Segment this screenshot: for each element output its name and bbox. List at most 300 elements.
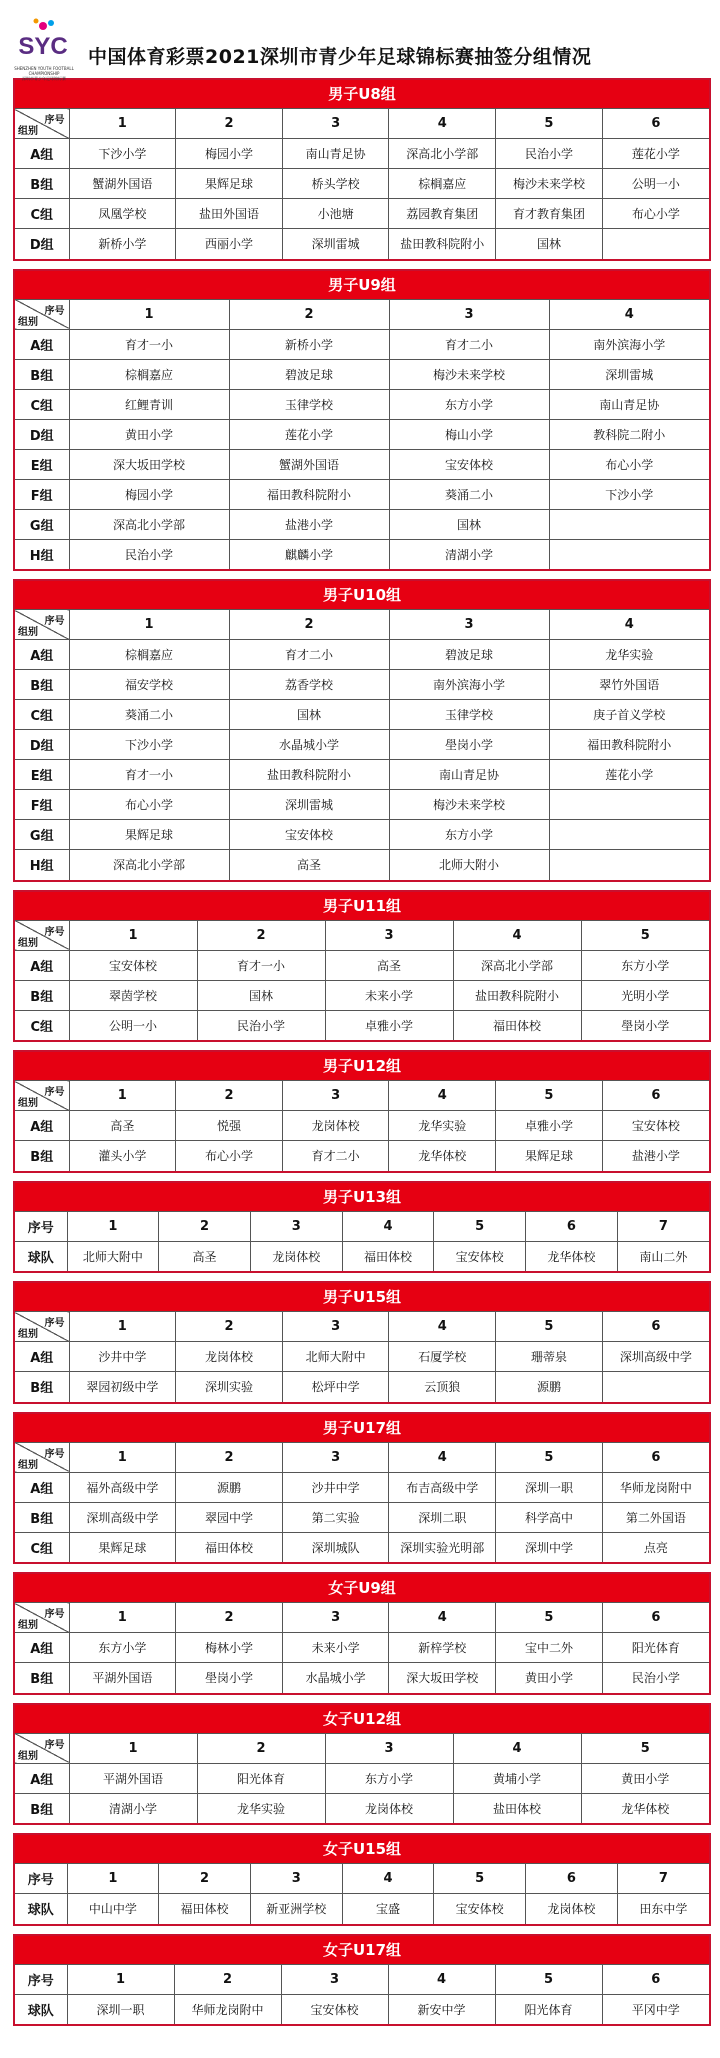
team-cell: 蟹湖外国语 <box>69 169 176 199</box>
team-cell: 清湖小学 <box>389 539 549 569</box>
team-cell: 公明一小 <box>69 1010 197 1040</box>
team-cell: 民治小学 <box>69 539 229 569</box>
team-cell: 宝安体校 <box>602 1111 709 1141</box>
team-cell: 下沙小学 <box>549 479 709 509</box>
team-cell: 珊蒂泉 <box>496 1342 603 1372</box>
team-cell: 盐港小学 <box>229 509 389 539</box>
team-cell: 源鹏 <box>496 1372 603 1402</box>
team-cell: 南外滨海小学 <box>549 329 709 359</box>
team-cell: 碧波足球 <box>389 640 549 670</box>
seq-number: 1 <box>69 1081 176 1111</box>
team-cell: 蟹湖外国语 <box>229 449 389 479</box>
seq-number: 4 <box>342 1211 434 1241</box>
team-cell: 育才二小 <box>389 329 549 359</box>
team-cell: 国林 <box>229 700 389 730</box>
seq-number: 3 <box>282 1081 389 1111</box>
team-cell: 盐田外国语 <box>176 199 283 229</box>
seq-number: 2 <box>197 920 325 950</box>
seq-number: 5 <box>496 1442 603 1472</box>
header-corner-cell <box>15 299 69 329</box>
team-cell: 龙华实验 <box>197 1793 325 1823</box>
draw-section <box>13 579 711 882</box>
draw-section <box>13 1572 711 1695</box>
team-cell: 育才二小 <box>282 1141 389 1171</box>
team-cell: 小池塘 <box>282 199 389 229</box>
group-row <box>15 1111 709 1141</box>
team-cell: 黄田小学 <box>496 1663 603 1693</box>
team-cell: 南外滨海小学 <box>389 670 549 700</box>
team-cell: 棕榈嘉应 <box>69 640 229 670</box>
team-cell: 未来小学 <box>325 980 453 1010</box>
group-name: C组 <box>15 1010 69 1040</box>
group-name: B组 <box>15 1141 69 1171</box>
seq-number: 2 <box>176 1081 283 1111</box>
group-name: E组 <box>15 449 69 479</box>
group-name: D组 <box>15 730 69 760</box>
header-row <box>15 1081 709 1111</box>
team-cell: 碧波足球 <box>229 359 389 389</box>
team-cell: 宝安体校 <box>229 820 389 850</box>
group-row <box>15 1633 709 1663</box>
team-cell: 水晶城小学 <box>282 1663 389 1693</box>
header-row <box>15 920 709 950</box>
section-title: 男子U17组 <box>15 1414 709 1442</box>
group-row <box>15 980 709 1010</box>
seq-number: 1 <box>67 1964 174 1994</box>
team-cell: 梅沙未来学校 <box>389 790 549 820</box>
group-row <box>15 1763 709 1793</box>
group-row <box>15 640 709 670</box>
team-cell: 壆岗小学 <box>176 1663 283 1693</box>
header-corner-cell <box>15 1733 69 1763</box>
team-cell: 宝盛 <box>342 1894 434 1924</box>
draw-table <box>15 108 709 259</box>
group-label: 组别 <box>18 1750 38 1762</box>
team-cell: 宝安体校 <box>389 449 549 479</box>
seq-number: 1 <box>69 109 176 139</box>
team-cell: 盐田教科院附小 <box>389 229 496 259</box>
team-cell: 新亚洲学校 <box>250 1894 342 1924</box>
team-cell: 盐田教科院附小 <box>453 980 581 1010</box>
seq-label: 序号 <box>44 115 65 126</box>
draw-section <box>13 1050 711 1173</box>
draw-table <box>15 299 709 570</box>
syc-logo <box>14 14 72 72</box>
team-cell: 北师大附中 <box>67 1241 159 1271</box>
seq-number: 2 <box>176 1312 283 1342</box>
team-cell: 平冈中学 <box>602 1994 709 2024</box>
header-corner-cell <box>15 109 69 139</box>
header-row <box>15 1964 709 1994</box>
group-row <box>15 1141 709 1171</box>
team-cell: 梅园小学 <box>176 139 283 169</box>
team-cell <box>549 509 709 539</box>
team-cell: 翠竹外国语 <box>549 670 709 700</box>
group-row <box>15 1372 709 1402</box>
team-cell: 科学高中 <box>496 1502 603 1532</box>
team-cell: 果辉足球 <box>69 820 229 850</box>
team-cell: 梅园小学 <box>69 479 229 509</box>
section-title: 男子U9组 <box>15 271 709 299</box>
team-cell: 玉律学校 <box>389 700 549 730</box>
header-corner-cell <box>15 1603 69 1633</box>
seq-number: 4 <box>549 610 709 640</box>
team-cell: 国林 <box>197 980 325 1010</box>
team-cell: 布心小学 <box>69 790 229 820</box>
team-cell: 教科院二附小 <box>549 419 709 449</box>
seq-number: 3 <box>282 1312 389 1342</box>
group-row <box>15 1793 709 1823</box>
team-cell: 悦强 <box>176 1111 283 1141</box>
team-cell: 玉律学校 <box>229 389 389 419</box>
team-cell: 荔香学校 <box>229 670 389 700</box>
header-corner-cell <box>15 610 69 640</box>
team-cell: 果辉足球 <box>69 1532 176 1562</box>
group-row <box>15 1502 709 1532</box>
group-name: C组 <box>15 700 69 730</box>
seq-number: 1 <box>69 299 229 329</box>
team-cell: 果辉足球 <box>176 169 283 199</box>
group-row <box>15 950 709 980</box>
team-cell: 国林 <box>389 509 549 539</box>
team-cell <box>549 790 709 820</box>
seq-number: 1 <box>69 1733 197 1763</box>
header-row <box>15 1312 709 1342</box>
seq-number: 6 <box>602 1312 709 1342</box>
group-row <box>15 850 709 880</box>
team-cell: 育才一小 <box>69 329 229 359</box>
group-row <box>15 139 709 169</box>
team-cell: 育才教育集团 <box>496 199 603 229</box>
header-row <box>15 299 709 329</box>
seq-label: 序号 <box>44 305 65 317</box>
header-row <box>15 610 709 640</box>
seq-label: 序号 <box>44 1609 65 1620</box>
team-cell: 东方小学 <box>581 950 709 980</box>
header-corner-cell <box>15 1312 69 1342</box>
team-cell: 布心小学 <box>549 449 709 479</box>
section-title: 男子U12组 <box>15 1052 709 1080</box>
team-cell: 东方小学 <box>389 820 549 850</box>
team-cell <box>602 1372 709 1402</box>
section-title: 男子U11组 <box>15 892 709 920</box>
group-name: A组 <box>15 640 69 670</box>
group-row <box>15 329 709 359</box>
team-row <box>15 1241 709 1271</box>
team-cell: 北师大附中 <box>282 1342 389 1372</box>
team-cell: 国林 <box>496 229 603 259</box>
team-cell: 高圣 <box>159 1241 251 1271</box>
team-cell: 宝安体校 <box>69 950 197 980</box>
team-cell: 深圳一职 <box>67 1994 174 2024</box>
team-cell: 福外高级中学 <box>69 1472 176 1502</box>
group-label: 组别 <box>18 316 38 328</box>
team-cell: 华师龙岗附中 <box>602 1472 709 1502</box>
group-row <box>15 199 709 229</box>
team-cell: 宝中二外 <box>496 1633 603 1663</box>
seq-label: 序号 <box>44 1448 65 1460</box>
team-cell: 龙岗体校 <box>526 1894 618 1924</box>
seq-number: 2 <box>159 1864 251 1894</box>
team-cell: 龙华体校 <box>389 1141 496 1171</box>
team-cell: 黄田小学 <box>69 419 229 449</box>
team-cell: 民治小学 <box>496 139 603 169</box>
team-cell: 卓雅小学 <box>496 1111 603 1141</box>
team-cell: 麒麟小学 <box>229 539 389 569</box>
team-cell: 水晶城小学 <box>229 730 389 760</box>
team-cell: 阳光体育 <box>602 1633 709 1663</box>
seq-number: 3 <box>325 1733 453 1763</box>
team-cell: 高圣 <box>229 850 389 880</box>
seq-number: 4 <box>389 1442 496 1472</box>
team-cell: 布心小学 <box>176 1141 283 1171</box>
seq-label: 序号 <box>44 616 65 627</box>
team-cell: 盐田体校 <box>453 1793 581 1823</box>
group-row <box>15 509 709 539</box>
group-row <box>15 820 709 850</box>
team-cell: 南山青足协 <box>282 139 389 169</box>
seq-number: 6 <box>602 1964 709 1994</box>
group-label: 组别 <box>18 1620 38 1631</box>
team-cell: 深圳雷城 <box>549 359 709 389</box>
draw-section <box>13 1281 711 1404</box>
seq-number: 3 <box>250 1864 342 1894</box>
team-cell: 福田教科院附小 <box>229 479 389 509</box>
team-cell: 龙岗体校 <box>325 1793 453 1823</box>
draw-table <box>15 1211 709 1272</box>
draw-table <box>15 1733 709 1824</box>
draw-section <box>13 890 711 1043</box>
team-row <box>15 1894 709 1924</box>
seq-number: 1 <box>69 610 229 640</box>
seq-number: 3 <box>389 610 549 640</box>
group-name: H组 <box>15 539 69 569</box>
header-row <box>15 109 709 139</box>
seq-number: 6 <box>602 1603 709 1633</box>
group-row <box>15 730 709 760</box>
group-label: 组别 <box>18 1098 38 1109</box>
team-cell: 葵涌二小 <box>69 700 229 730</box>
team-cell: 深圳雷城 <box>229 790 389 820</box>
team-cell: 深圳高级中学 <box>69 1502 176 1532</box>
seq-label: 序号 <box>15 1211 67 1241</box>
team-cell: 高圣 <box>325 950 453 980</box>
team-cell: 龙华体校 <box>581 1793 709 1823</box>
draw-section <box>13 1833 711 1926</box>
team-cell: 宝安体校 <box>281 1994 388 2024</box>
seq-number: 2 <box>176 1442 283 1472</box>
group-name: C组 <box>15 389 69 419</box>
team-label: 球队 <box>15 1994 67 2024</box>
section-title: 男子U10组 <box>15 581 709 609</box>
seq-number: 7 <box>617 1864 709 1894</box>
section-title: 女子U12组 <box>15 1705 709 1733</box>
seq-number: 5 <box>434 1864 526 1894</box>
seq-number: 1 <box>69 1312 176 1342</box>
group-name: B组 <box>15 1663 69 1693</box>
seq-number: 5 <box>496 1312 603 1342</box>
team-cell: 新桥小学 <box>69 229 176 259</box>
team-cell: 翠园中学 <box>176 1502 283 1532</box>
group-row <box>15 700 709 730</box>
team-cell: 深圳实验 <box>176 1372 283 1402</box>
group-name: B组 <box>15 1502 69 1532</box>
group-label: 组别 <box>18 126 38 137</box>
group-row <box>15 539 709 569</box>
team-cell: 福安学校 <box>69 670 229 700</box>
team-cell: 灌头小学 <box>69 1141 176 1171</box>
header-corner-cell <box>15 1081 69 1111</box>
group-name: B组 <box>15 670 69 700</box>
seq-number: 4 <box>388 1964 495 1994</box>
team-cell: 民治小学 <box>602 1663 709 1693</box>
team-cell: 龙岗体校 <box>282 1111 389 1141</box>
team-cell: 下沙小学 <box>69 730 229 760</box>
team-cell: 棕榈嘉应 <box>69 359 229 389</box>
draw-section <box>13 269 711 572</box>
seq-number: 2 <box>176 109 283 139</box>
logo-mark: SYC <box>18 33 68 60</box>
team-cell: 深圳实验光明部 <box>389 1532 496 1562</box>
team-cell: 下沙小学 <box>69 139 176 169</box>
team-cell: 梅沙未来学校 <box>496 169 603 199</box>
team-cell: 梅山小学 <box>389 419 549 449</box>
team-cell: 新安中学 <box>388 1994 495 2024</box>
group-row <box>15 389 709 419</box>
group-name: B组 <box>15 1372 69 1402</box>
team-cell: 阳光体育 <box>495 1994 602 2024</box>
team-cell: 第二实验 <box>282 1502 389 1532</box>
seq-number: 5 <box>434 1211 526 1241</box>
team-cell: 育才一小 <box>197 950 325 980</box>
seq-number: 4 <box>453 920 581 950</box>
team-cell: 庚子首义学校 <box>549 700 709 730</box>
logo-caption: SHENZHEN YOUTH FOOTBALL CHAMPIONSHIP 深圳市青少年足球锦标赛 <box>14 66 74 81</box>
group-row <box>15 1342 709 1372</box>
team-cell: 果辉足球 <box>496 1141 603 1171</box>
team-cell: 布心小学 <box>602 199 709 229</box>
seq-label: 序号 <box>15 1964 67 1994</box>
team-cell: 深大坂田学校 <box>69 449 229 479</box>
group-name: B组 <box>15 359 69 389</box>
group-name: A组 <box>15 950 69 980</box>
team-cell: 源鹏 <box>176 1472 283 1502</box>
team-cell: 黄埔小学 <box>453 1763 581 1793</box>
group-name: A组 <box>15 1111 69 1141</box>
header-row <box>15 1733 709 1763</box>
group-row <box>15 760 709 790</box>
team-cell: 棕榈嘉应 <box>389 169 496 199</box>
team-cell: 宝安体校 <box>434 1241 526 1271</box>
group-row <box>15 419 709 449</box>
seq-number: 5 <box>495 1964 602 1994</box>
group-name: D组 <box>15 229 69 259</box>
team-cell: 南山青足协 <box>549 389 709 419</box>
team-cell: 深圳二职 <box>389 1502 496 1532</box>
draw-table <box>15 920 709 1041</box>
page-title: 中国体育彩票2021深圳市青少年足球锦标赛抽签分组情况 <box>88 46 592 68</box>
team-cell: 翠茵学校 <box>69 980 197 1010</box>
team-cell: 深圳高级中学 <box>602 1342 709 1372</box>
draw-section <box>13 1934 711 2027</box>
seq-number: 3 <box>250 1211 342 1241</box>
group-label: 组别 <box>18 937 38 949</box>
team-label: 球队 <box>15 1241 67 1271</box>
team-cell: 华师龙岗附中 <box>174 1994 281 2024</box>
seq-number: 1 <box>69 1603 176 1633</box>
team-cell: 深高北小学部 <box>69 850 229 880</box>
seq-number: 2 <box>159 1211 251 1241</box>
group-name: A组 <box>15 1763 69 1793</box>
group-name: A组 <box>15 139 69 169</box>
team-cell: 南山二外 <box>617 1241 709 1271</box>
page-header <box>0 0 720 81</box>
seq-number: 5 <box>496 1081 603 1111</box>
group-row <box>15 790 709 820</box>
seq-label: 序号 <box>44 1739 65 1751</box>
seq-number: 5 <box>496 109 603 139</box>
group-row <box>15 1472 709 1502</box>
team-cell: 福田教科院附小 <box>549 730 709 760</box>
team-cell: 东方小学 <box>69 1633 176 1663</box>
team-cell: 未来小学 <box>282 1633 389 1663</box>
draw-table <box>15 609 709 880</box>
team-cell: 龙岗体校 <box>176 1342 283 1372</box>
seq-number: 6 <box>602 1081 709 1111</box>
team-cell: 平湖外国语 <box>69 1663 176 1693</box>
team-cell: 深圳一职 <box>496 1472 603 1502</box>
group-name: A组 <box>15 329 69 359</box>
seq-number: 2 <box>174 1964 281 1994</box>
team-cell: 深高北小学部 <box>389 139 496 169</box>
seq-number: 4 <box>549 299 709 329</box>
seq-number: 3 <box>389 299 549 329</box>
team-cell: 育才二小 <box>229 640 389 670</box>
seq-number: 2 <box>176 1603 283 1633</box>
group-name: F组 <box>15 479 69 509</box>
group-name: H组 <box>15 850 69 880</box>
seq-number: 2 <box>197 1733 325 1763</box>
team-cell: 莲花小学 <box>229 419 389 449</box>
seq-number: 3 <box>282 1603 389 1633</box>
group-name: D组 <box>15 419 69 449</box>
team-cell: 点亮 <box>602 1532 709 1562</box>
group-name: G组 <box>15 820 69 850</box>
draw-section <box>13 78 711 261</box>
team-cell: 莲花小学 <box>549 760 709 790</box>
draw-table <box>15 1442 709 1563</box>
team-cell: 壆岗小学 <box>389 730 549 760</box>
team-cell: 新桥小学 <box>229 329 389 359</box>
team-cell: 育才一小 <box>69 760 229 790</box>
header-corner-cell <box>15 1442 69 1472</box>
sections-container <box>0 78 720 2026</box>
header-row <box>15 1864 709 1894</box>
seq-number: 1 <box>67 1211 159 1241</box>
team-cell: 公明一小 <box>602 169 709 199</box>
section-title: 男子U13组 <box>15 1183 709 1211</box>
team-cell: 莲花小学 <box>602 139 709 169</box>
seq-label: 序号 <box>44 1318 65 1329</box>
team-cell: 龙华体校 <box>526 1241 618 1271</box>
draw-section <box>13 1703 711 1826</box>
team-cell: 梅林小学 <box>176 1633 283 1663</box>
section-title: 男子U15组 <box>15 1283 709 1311</box>
team-cell: 龙华实验 <box>549 640 709 670</box>
seq-number: 6 <box>602 109 709 139</box>
team-cell: 深大坂田学校 <box>389 1663 496 1693</box>
team-cell <box>549 820 709 850</box>
